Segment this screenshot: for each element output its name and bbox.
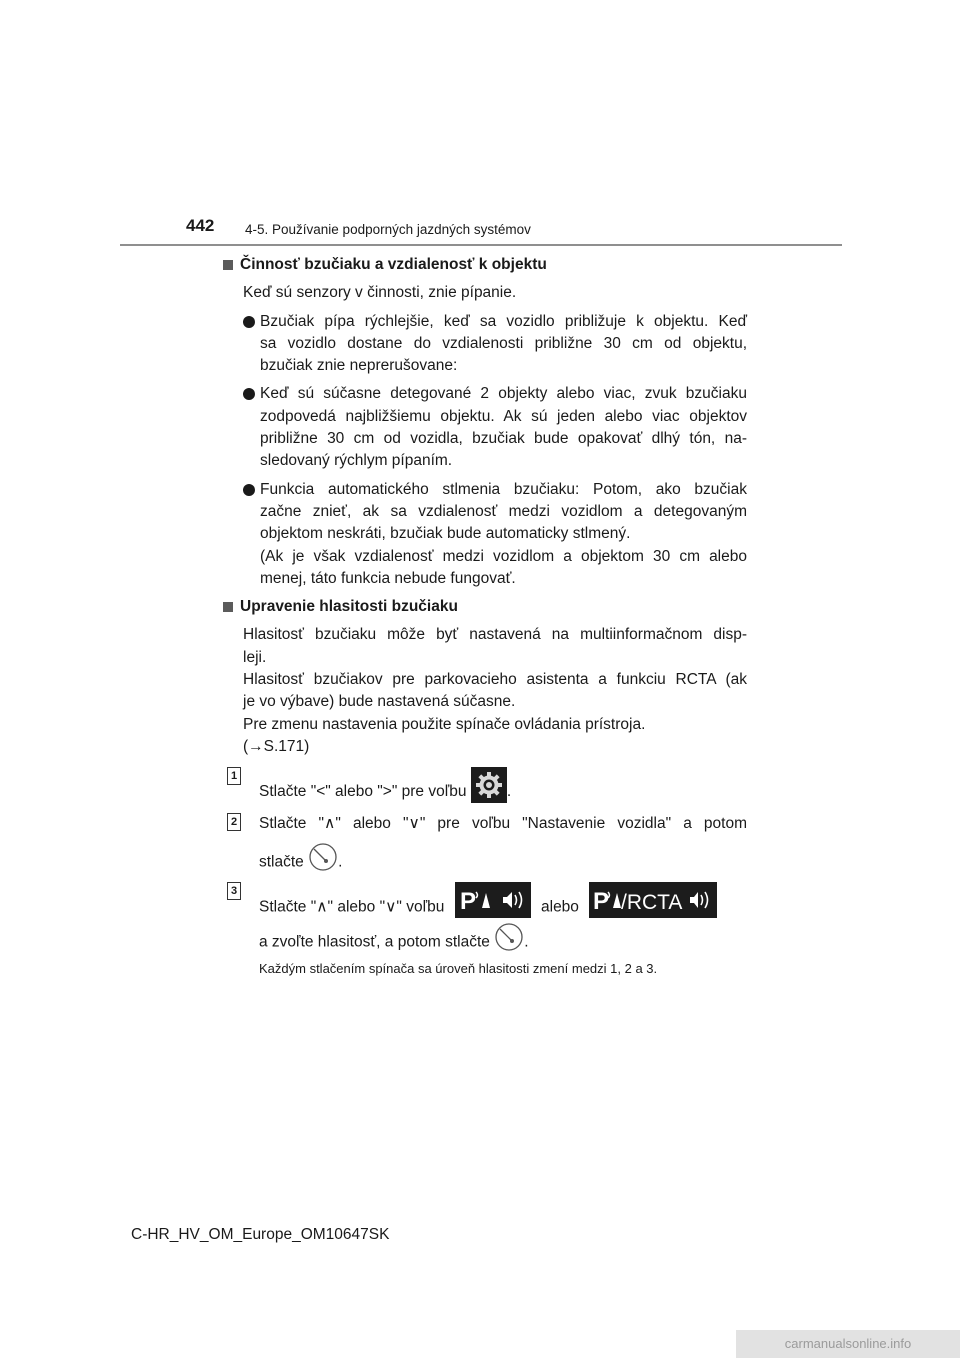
list-item: Funkcia automatického stlmenia bzučiaku: Potom, ako bzučiak začne znieť, ak sa vzdialenosť medzi vozidlom a detegovaným objektom neskráti, bzučiak bude automaticky stlmený. (Ak je však vzdialenosť medzi vozidlom a objektom 30 cm alebo menej, táto funkcia nebude fungovať.	[243, 479, 747, 590]
header-divider	[120, 244, 842, 246]
parking-rcta-buzzer-icon	[589, 882, 717, 933]
page-number: 442	[186, 216, 215, 235]
step-3: 3 Stlačte "∧" alebo "∨" voľbu P alebo P /RCTA a zvoľte hlasitosť, a potom stlačte .	[227, 882, 747, 952]
list-item: Keď sú súčasne detegované 2 objekty alebo viac, zvuk bzučiaku zodpovedá najbližšiemu objektu. Ak sú jeden alebo viac objektov približne 30 cm od vozidla, bzučiak bude opakovať dlhý tón, na- sledovaný rýchlym pípaním.	[243, 383, 747, 472]
ok-button-icon	[494, 922, 524, 963]
bullet-list	[243, 311, 747, 591]
bullet-icon	[243, 316, 255, 328]
heading-square-icon	[223, 602, 233, 612]
section-heading-buzzer: Činnosť bzučiaku a vzdialenosť k objektu	[222, 254, 747, 276]
section-title: 4-5. Používanie podporných jazdných systémov	[245, 222, 531, 237]
step-2: 2 Stlačte "∧" alebo "∨" pre voľbu "Nastavenie vozidla" a potom stlačte .	[227, 813, 747, 871]
settings-gear-icon	[471, 767, 507, 817]
main-content	[222, 254, 747, 980]
svg-text:P: P	[593, 887, 610, 915]
ok-button-icon	[308, 842, 338, 883]
volume-note: Každým stlačením spínača sa úroveň hlasitosti zmení medzi 1, 2 a 3.	[259, 960, 658, 976]
bullet-icon	[243, 484, 255, 496]
section-heading-volume: Upravenie hlasitosti bzučiaku	[222, 596, 747, 618]
step-1: 1 Stlačte "<" alebo ">" pre voľbu .	[227, 767, 747, 803]
svg-text:P: P	[459, 887, 476, 915]
list-item: Bzučiak pípa rýchlejšie, keď sa vozidlo približuje k objektu. Keď sa vozidlo dostane do vzdialenosti približne 30 cm od objektu, bzučiak znie neprerušovane:	[243, 311, 747, 378]
step-number: 3	[227, 882, 241, 900]
svg-text:/RCTA: /RCTA	[621, 890, 683, 914]
bullet-icon	[243, 388, 255, 400]
step-number: 2	[227, 813, 241, 831]
heading-square-icon	[223, 260, 233, 270]
step-number: 1	[227, 767, 241, 785]
intro-text: Keď sú senzory v činnosti, znie pípanie.	[243, 284, 517, 302]
volume-text: Hlasitosť bzučiaku môže byť nastavená na multiinformačnom disp- leji. Hlasitosť bzučiakov pre parkovacieho asistenta a funkciu RCTA (ak je vo výbave) bude nastavená súčasne. Pre zmenu nastavenia použite spínače ovládania prístroja. (→S.171)	[243, 626, 747, 755]
watermark: carmanualsonline.info	[736, 1330, 960, 1358]
footer-code: C-HR_HV_OM_Europe_OM10647SK	[131, 1226, 390, 1243]
